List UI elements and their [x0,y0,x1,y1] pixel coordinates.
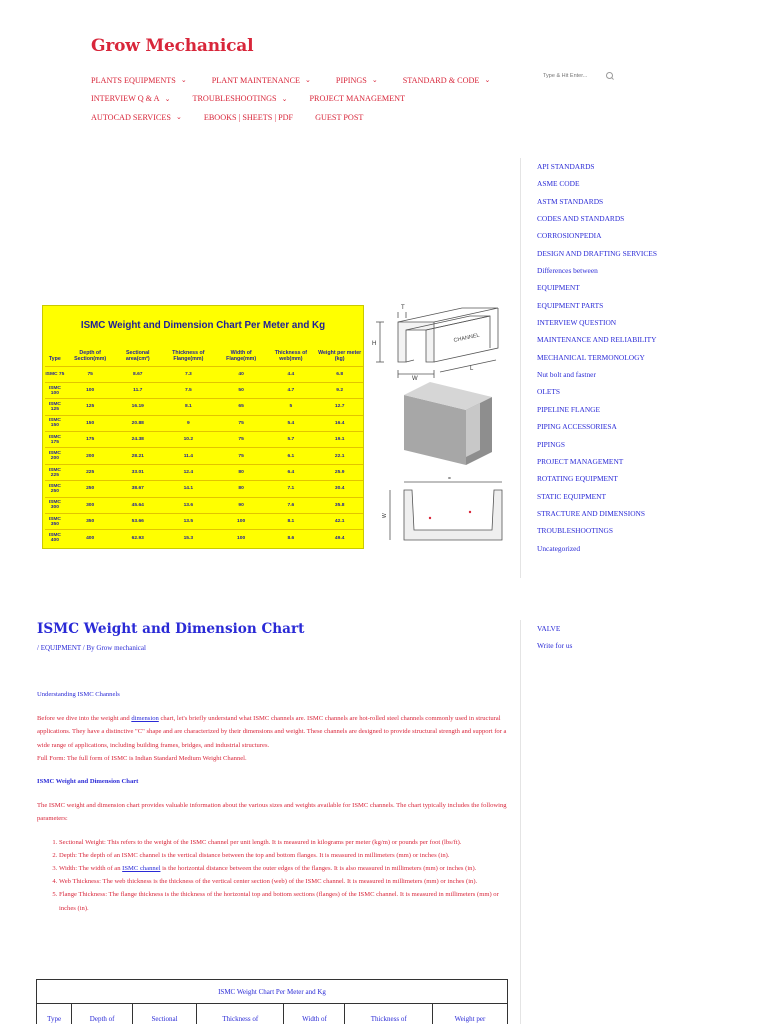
table-column-header: Thickness of [345,1004,432,1024]
table-cell: 75 [65,366,116,382]
sidebar-categories [520,158,740,578]
table-cell: 6.8 [316,366,363,382]
sidebar-category-link[interactable]: MECHANICAL TERMONOLOGY [537,352,645,362]
chevron-down-icon: ⌄ [484,76,491,85]
sidebar-category-link[interactable]: ROTATING EQUIPMENT [537,474,618,484]
table-row [45,432,363,448]
table-cell: 5.7 [265,432,316,448]
table-caption: ISMC Weight Chart Per Meter and Kg [37,980,508,1004]
table-cell: 16.4 [316,415,363,431]
table-cell: ISMC 175 [45,432,65,448]
chart-column-header: Thickness of Flange(mm) [172,349,205,363]
table-row [45,530,363,546]
table-cell: 45.64 [116,497,160,513]
table-cell: 49.4 [316,530,363,546]
table-cell: 24.38 [116,432,160,448]
table-cell: 22.1 [316,448,363,464]
dimension-link[interactable]: dimension [131,715,159,723]
sidebar-category-link[interactable]: Write for us [537,641,573,651]
table-cell: 350 [65,514,116,530]
chart-column-header: Weight per meter (kg) [318,349,362,363]
sidebar-category-link[interactable]: CODES AND STANDARDS [537,214,625,224]
table-cell: 16.19 [116,399,160,415]
post-meta: / EQUIPMENT / By Grow mechanical [37,644,146,652]
sidebar-category-link[interactable]: PIPELINE FLANGE [537,404,601,414]
channel-diagram [370,300,512,552]
table-cell: 6.1 [265,448,316,464]
table-cell: 10.2 [160,432,217,448]
table-cell: 100 [217,514,266,530]
sidebar-category-link[interactable]: STRACTURE AND DIMENSIONS [537,508,645,518]
sidebar-category-link[interactable]: VALVE [537,624,561,633]
paragraph-intro: Before we dive into the weight and dimension chart, let's briefly understand what ISMC channels are. ISMC channels are hot-rolled steel channels commonly used in structural applications. They have a distinctive "C" shape and are characterized by their dimensions and weight. These channels are designed to provide structural strength and support for a wide range of applications, including building frames, bridges, and industrial structures. [37,715,507,749]
article-body [37,688,509,915]
table-cell: 28.21 [116,448,160,464]
nav-ebooks[interactable]: EBOOKS | SHEETS | PDF [203,112,294,122]
table-cell: 12.7 [316,399,363,415]
chevron-down-icon: ⌄ [371,76,378,85]
table-column-header: Type [37,1004,72,1024]
table-column-header: Depth of [72,1004,133,1024]
table-cell: 400 [65,530,116,546]
table-cell: 7.6 [265,497,316,513]
table-cell: 225 [65,464,116,480]
featured-image [42,300,512,552]
chart-column-header: Depth of Section(mm) [74,349,107,363]
sidebar-category-link[interactable]: TROUBLESHOOTINGS [537,526,613,536]
sidebar-category-link[interactable]: PIPINGS [537,439,565,449]
table-cell: 175 [65,432,116,448]
table-cell: 80 [217,464,266,480]
table-cell: 8.67 [116,366,160,382]
table-cell: 50 [217,382,266,398]
table-cell: 20.88 [116,415,160,431]
heading-understanding: Understanding ISMC Channels [37,691,120,698]
sidebar-category-link[interactable]: OLETS [537,387,560,397]
table-cell: 5 [265,399,316,415]
table-cell: 9 [160,415,217,431]
search-icon[interactable] [605,71,615,81]
table-cell: ISMC 150 [45,415,65,431]
heading-chart: ISMC Weight and Dimension Chart [37,778,139,786]
chart-column-header: Type [48,356,61,363]
list-item: 2. Depth: The depth of an ISMC channel is the vertical distance between the top and bottom flanges. It is measured in millimeters (mm) or inches (in). [59,849,509,862]
table-column-header: Sectional [133,1004,197,1024]
sidebar-category-link[interactable]: Differences between [537,266,598,276]
sidebar-category-link[interactable]: PIPING ACCESSORIESA [537,422,617,432]
table-cell: 7.3 [160,366,217,382]
table-cell: 19.1 [316,432,363,448]
sidebar-category-link[interactable]: STATIC EQUIPMENT [537,491,607,501]
chevron-down-icon: ⌄ [164,94,171,103]
nav-autocad-services[interactable]: AUTOCAD SERVICES ⌄ [91,112,182,122]
table-cell: 9.2 [316,382,363,398]
table-cell: ISMC 250 [45,481,65,497]
table-column-header: Thickness of [197,1004,284,1024]
sidebar-category-link[interactable]: API STANDARDS [537,162,595,171]
ismc-chart-image [42,305,364,549]
chevron-down-icon: ⌄ [281,94,288,103]
table-cell: 65 [217,399,266,415]
ismc-channel-link[interactable]: ISMC channel [122,865,161,873]
table-cell: 75 [217,415,266,431]
main-nav [91,71,511,127]
table-cell: ISMC 75 [45,366,65,382]
weight-chart-table [36,979,508,1024]
nav-troubleshootings[interactable]: TROUBLESHOOTINGS ⌄ [192,94,288,104]
table-cell: 12.4 [160,464,217,480]
table-cell: 150 [65,415,116,431]
nav-interview-qa[interactable]: INTERVIEW Q & A ⌄ [91,94,171,104]
site-logo[interactable]: Grow Mechanical [91,36,254,56]
sidebar-categories-continued [520,620,740,1024]
table-cell: 40 [217,366,266,382]
marker-dot [429,517,431,519]
chart-column-header: Thickness of web(mm) [274,349,308,363]
table-row [45,399,363,415]
table-cell: ISMC 200 [45,448,65,464]
table-row [45,497,363,513]
chart-image-title: ISMC Weight and Dimension Chart Per Meter and Kg [80,320,326,331]
table-cell: 8.1 [160,399,217,415]
table-cell: ISMC 125 [45,399,65,415]
table-row [45,448,363,464]
table-cell: 62.93 [116,530,160,546]
table-cell: 11.4 [160,448,217,464]
sidebar-category-link[interactable]: ASTM STANDARDS [537,196,604,206]
sidebar-category-link[interactable]: INTERVIEW QUESTION [537,318,617,328]
table-cell: 13.5 [160,514,217,530]
table-cell: 25.9 [316,464,363,480]
sidebar-category-link[interactable]: Nut bolt and fastner [537,370,596,380]
table-cell: ISMC 225 [45,464,65,480]
label-w: W [412,376,418,382]
list-item: 5. Flange Thickness: The flange thickness is the thickness of the horizontal top and bottom sections (flanges) of the ISMC channel. It is measured in millimeters (mm) or inches (in). [59,888,509,914]
table-cell: 80 [217,481,266,497]
table-cell: 33.01 [116,464,160,480]
table-cell: 125 [65,399,116,415]
table-cell: 100 [217,530,266,546]
sidebar-category-link[interactable]: DESIGN AND DRAFTING SERVICES [537,248,657,258]
table-cell: 11.7 [116,382,160,398]
table-cell: 4.7 [265,382,316,398]
label-l: L [470,366,474,372]
table-cell: 75 [217,432,266,448]
paragraph-chart-intro: The ISMC weight and dimension chart provides valuable information about the various sizes and weights available for ISMC channels. The chart typically includes the following parameters: [37,802,507,823]
nav-row-3 [91,108,511,127]
table-cell: 90 [217,497,266,513]
table-cell: 75 [217,448,266,464]
sidebar-category-link[interactable]: Uncategorized [537,543,581,553]
table-cell: 200 [65,448,116,464]
label-channel: CHANNEL [453,332,481,344]
chevron-down-icon: ⌄ [180,76,187,85]
nav-project-management[interactable]: PROJECT MANAGEMENT [309,94,406,104]
category-link[interactable]: EQUIPMENT [40,644,82,652]
table-row [45,514,363,530]
table-cell: ISMC 350 [45,514,65,530]
list-item: 1. Sectional Weight: This refers to the weight of the ISMC channel per unit length. It is measured in kilograms per meter (kg/m) or pounds per foot (lbs/ft). [59,836,509,849]
table-row [45,464,363,480]
label-section-width: = [448,476,451,482]
sidebar-category-link[interactable]: MAINTENANCE AND RELIABILITY [537,335,657,345]
table-cell: 250 [65,481,116,497]
list-item: 4. Web Thickness: The web thickness is the thickness of the vertical center section (web) of the ISMC channel. It is measured in millimeters (mm) or inches (in). [59,875,509,888]
paragraph-full-form: Full Form: The full form of ISMC is Indian Standard Medium Weight Channel. [37,754,247,762]
table-cell: 8.6 [265,530,316,546]
sidebar-category-link[interactable]: CORROSIONPEDIA [537,231,602,241]
search-input[interactable] [543,73,605,79]
table-cell: 7.1 [265,481,316,497]
nav-plants-equipments[interactable]: PLANTS EQUIPMENTS ⌄ [91,75,187,85]
nav-plant-maintenance[interactable]: PLANT MAINTENANCE ⌄ [211,75,311,85]
parameter-list [51,836,509,915]
table-column-header: Width of [284,1004,345,1024]
table-cell: 13.6 [160,497,217,513]
channel-diagram-svg [370,300,512,552]
marker-dot [469,511,471,513]
search-box [543,68,621,84]
table-row [45,481,363,497]
list-item: 3. Width: The width of an ISMC channel is the horizontal distance between the outer edges of the flanges. It is also measured in millimeters (mm) or inches (in). [59,862,509,875]
table-cell: 42.1 [316,514,363,530]
nav-standard-code[interactable]: STANDARD & CODE ⌄ [402,75,491,85]
table-cell: ISMC 300 [45,497,65,513]
table-cell: 14.1 [160,481,217,497]
post-title: ISMC Weight and Dimension Chart [37,621,305,637]
table-cell: ISMC 400 [45,530,65,546]
table-cell: 300 [65,497,116,513]
table-row [45,382,363,398]
table-cell: 100 [65,382,116,398]
nav-guest-post[interactable]: GUEST POST [315,112,364,122]
nav-row-2 [91,90,511,109]
table-cell: 30.4 [316,481,363,497]
chevron-down-icon: ⌄ [175,113,182,122]
table-row [45,366,363,382]
sidebar-category-link[interactable]: EQUIPMENT PARTS [537,300,604,310]
channel-3d-render [404,382,492,465]
nav-row-1 [91,71,511,90]
sidebar-category-link[interactable]: ASME CODE [537,179,580,189]
channel-section-profile [390,482,502,540]
table-cell: 35.8 [316,497,363,513]
author-link[interactable]: Grow mechanical [96,644,146,652]
table-column-header: Weight per [432,1004,507,1024]
table-cell: 8.1 [265,514,316,530]
table-cell: ISMC 100 [45,382,65,398]
label-t: T [401,305,405,311]
label-h: H [372,341,377,347]
sidebar-category-link[interactable]: PROJECT MANAGEMENT [537,456,624,466]
table-cell: 5.4 [265,415,316,431]
nav-pipings[interactable]: PIPINGS ⌄ [335,75,378,85]
chart-image-table [45,342,363,546]
table-cell: 38.67 [116,481,160,497]
table-cell: 7.5 [160,382,217,398]
chart-column-header: Sectional area(cm²) [125,349,150,363]
table-cell: 53.66 [116,514,160,530]
chart-column-header: Width of Flange(mm) [226,349,257,363]
table-cell: 6.4 [265,464,316,480]
table-cell: 4.4 [265,366,316,382]
table-cell: 15.3 [160,530,217,546]
sidebar-category-link[interactable]: EQUIPMENT [537,283,580,293]
chevron-down-icon: ⌄ [305,76,311,85]
table-row [45,415,363,431]
label-section-w: W [382,513,388,518]
